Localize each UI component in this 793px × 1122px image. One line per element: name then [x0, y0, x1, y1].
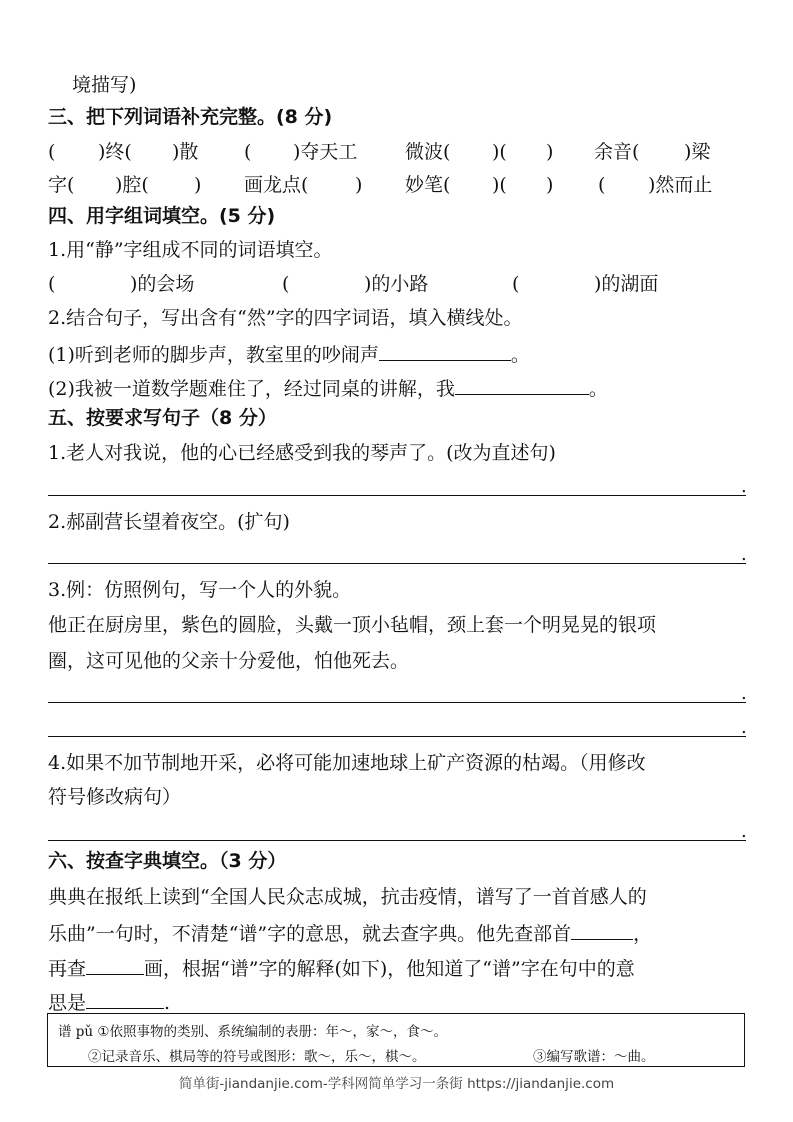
s3-r2-c2: )	[194, 174, 202, 196]
section-3-title: 三、把下列词语补充完整。(8 分)	[48, 106, 333, 128]
s4-q2a-text: (1)听到老师的脚步声，教室里的吵闹声	[48, 344, 379, 366]
s6-text-3a: 再查	[48, 958, 87, 980]
s3-r1-c0: (	[48, 141, 56, 163]
dict-line-2a: ②记录音乐、棋局等的符号或图形：歌～，乐～，棋～。	[88, 1049, 426, 1065]
s3-r2-c9: )然而止	[648, 174, 713, 196]
s3-r2-c0: 字(	[48, 174, 75, 196]
section-6-title: 六、按查字典填空。（3 分）	[48, 850, 287, 872]
s5-question-3: 3.例：仿照例句，写一个人的外貌。	[48, 579, 352, 601]
answer-blank[interactable]	[455, 374, 589, 395]
s3-r2-c8: (	[598, 174, 606, 196]
dict-line-2b: ③编写歌谱：～曲。	[533, 1049, 655, 1065]
s3-r2-c5: 妙笔(	[405, 174, 451, 196]
s6-text-3	[48, 954, 635, 982]
line-dot: .	[741, 821, 747, 842]
s4-question-2: 2.结合句子，写出含有“然”字的四字词语，填入横线处。	[48, 307, 523, 329]
s3-r2-c7: )	[546, 174, 554, 196]
period: 。	[510, 344, 530, 366]
s5-q3-example-1: 他正在厨房里，紫色的圆脸，头戴一顶小毡帽，颈上套一个明晃晃的银项	[48, 614, 657, 636]
section-4-title: 四、用字组词填空。(5 分)	[48, 205, 276, 227]
s6-text-3b: 画，根据“谱”字的解释(如下)，他知道了“谱”字在句中的意	[144, 958, 635, 980]
s3-r1-c7: )	[546, 141, 554, 163]
s5-question-4-line-2: 符号修改病句）	[48, 786, 182, 808]
s3-r1-c5: 微波(	[405, 141, 451, 163]
answer-line[interactable]	[48, 840, 746, 841]
s3-r2-c4: )	[355, 174, 363, 196]
comma: ，	[633, 923, 653, 945]
answer-line[interactable]	[48, 736, 746, 737]
s4-q1-c0: (	[48, 273, 56, 295]
s6-text-4a: 思是	[48, 992, 87, 1014]
s3-r2-c1: )腔(	[115, 174, 149, 196]
line-dot: .	[741, 476, 747, 497]
s5-question-4-line-1: 4.如果不加节制地开采，必将可能加速地球上矿产资源的枯竭。（用修改	[48, 752, 646, 774]
s4-q2-item-2	[48, 374, 608, 402]
page-footer: 简单街-jiandanjie.com-学科网简单学习一条街 https://jiandanjie.com	[178, 1076, 615, 1092]
s4-q1-c3: )的小路	[364, 273, 429, 295]
answer-blank-strokes[interactable]	[86, 954, 144, 975]
s4-q1-c5: )的湖面	[594, 273, 659, 295]
s4-q2b-text: (2)我被一道数学题难住了，经过同桌的讲解，我	[48, 378, 455, 400]
dictionary-entry-box	[47, 1013, 745, 1067]
s3-r1-c8: 余音(	[594, 141, 640, 163]
s3-r1-c3: (	[244, 141, 252, 163]
answer-blank-meaning[interactable]	[86, 988, 164, 1009]
line-dot: .	[741, 717, 747, 738]
s3-r1-c6: )(	[492, 141, 507, 163]
line-dot: .	[741, 544, 747, 565]
s4-q1-c2: (	[282, 273, 290, 295]
s4-q2-item-1	[48, 340, 530, 368]
answer-blank-radical[interactable]	[571, 919, 633, 940]
period: 。	[588, 378, 608, 400]
s3-r1-c4: )夺天工	[293, 141, 358, 163]
answer-line[interactable]	[48, 495, 746, 496]
section-5-title: 五、按要求写句子（8 分）	[48, 407, 277, 429]
s3-r2-c3: 画龙点(	[244, 174, 309, 196]
s3-r1-c1: )终(	[98, 141, 132, 163]
s5-q3-example-2: 圈，这可见他的父亲十分爱他，怕他死去。	[48, 650, 410, 672]
line-dot: .	[741, 683, 747, 704]
s4-q1-c4: (	[512, 273, 520, 295]
s4-question-1: 1.用“静”字组成不同的词语填空。	[48, 239, 333, 261]
s4-q1-c1: )的会场	[130, 273, 195, 295]
s5-question-1: 1.老人对我说，他的心已经感受到我的琴声了。(改为直述句)	[48, 442, 556, 464]
period: .	[164, 992, 171, 1014]
continued-text: 境描写)	[72, 74, 137, 96]
s3-r1-c2: )散	[172, 141, 199, 163]
s6-text-2	[48, 919, 652, 947]
dict-line-1: 谱 pǔ ①依照事物的类别、系统编制的表册：年～，家～，食～。	[58, 1024, 448, 1040]
s3-r1-c9: )梁	[684, 141, 711, 163]
answer-line[interactable]	[48, 702, 746, 703]
s6-text-4	[48, 988, 170, 1016]
s5-question-2: 2.郝副营长望着夜空。(扩句)	[48, 511, 290, 533]
answer-line[interactable]	[48, 563, 746, 564]
answer-blank[interactable]	[379, 340, 511, 361]
s6-text-2a: 乐曲”一句时，不清楚“谱”字的意思，就去查字典。他先查部首	[48, 923, 572, 945]
s3-r2-c6: )(	[492, 174, 507, 196]
s6-text-1: 典典在报纸上读到“全国人民众志成城，抗击疫情，谱写了一首首感人的	[48, 886, 647, 908]
